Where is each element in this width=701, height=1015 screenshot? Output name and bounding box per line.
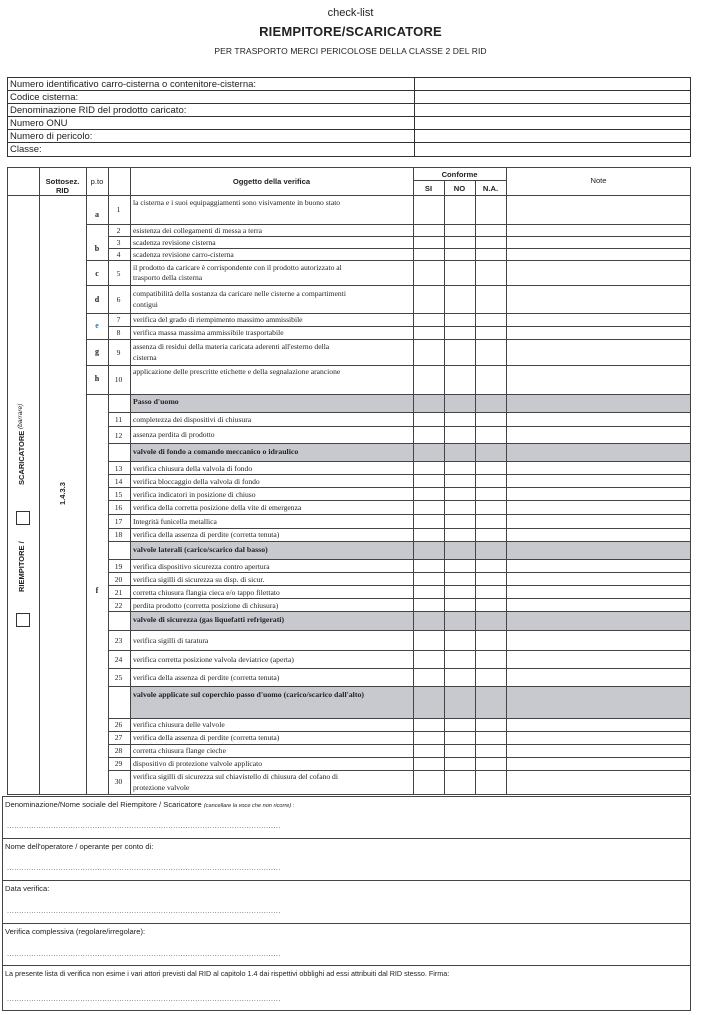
point-number: 24 [114, 655, 123, 664]
check-item: verifica corretta posizione valvola deviatrice (aperta) [133, 655, 294, 664]
point-number: 9 [116, 348, 121, 357]
point-number: 6 [116, 295, 121, 304]
point-number: 22 [114, 601, 123, 610]
id-value-field[interactable] [414, 117, 415, 130]
point-number: 26 [114, 720, 123, 729]
id-value-field[interactable] [414, 78, 415, 91]
check-item: assenza perdita di prodotto [133, 430, 215, 439]
footer-date [2, 880, 690, 923]
check-item: dispositivo di protezione valvole applicato [133, 759, 263, 768]
section-title-bottom-valves: valvole di fondo a comando meccanico o idraulico [133, 447, 299, 456]
check-item: protezione valvole [133, 783, 190, 792]
check-item: verifica massa massima ammissibile trasportabile [133, 328, 284, 337]
point-number: 20 [114, 575, 123, 584]
check-item: verifica chiusura delle valvole [133, 720, 225, 729]
id-row-hazard-number [8, 130, 690, 143]
check-item: verifica del grado di riempimento massimo ammissibile [133, 315, 303, 324]
point-number: 8 [116, 328, 121, 337]
check-item: esistenza dei collegamenti di messa a terra [133, 226, 263, 235]
point-number: 27 [114, 733, 123, 742]
id-label: Numero ONU [10, 118, 68, 129]
point-number: 16 [114, 503, 123, 512]
point-number: 5 [116, 269, 121, 278]
point-number: 29 [114, 759, 123, 768]
check-item: verifica della assenza di perdite (corretta tenuta) [133, 733, 280, 742]
check-item: trasporto della cisterna [133, 273, 203, 282]
barrare-label: (barrare) [17, 403, 24, 429]
check-item: corretta chiusura flange cieche [133, 746, 226, 755]
check-item: verifica della assenza di perdite (corretta tenuta) [133, 530, 280, 539]
point-number: 4 [116, 250, 121, 259]
col-header-object: Oggetto della verifica [232, 177, 311, 186]
check-item: perdita prodotto (corretta posizione di chiusura) [133, 601, 279, 610]
doc-type: check-list [327, 7, 374, 19]
section-title-side-valves: valvole laterali (carico/scarico dal basso) [133, 545, 268, 554]
point-number: 18 [114, 530, 123, 539]
footer-overall [2, 923, 690, 965]
id-label: Numero di pericolo: [10, 131, 93, 142]
letter-d: d [94, 295, 100, 304]
check-item: verifica sigilli di taratura [133, 636, 209, 645]
point-number: 21 [114, 588, 123, 597]
id-label: Classe: [10, 144, 42, 155]
point-number: 2 [116, 226, 121, 235]
check-item: verifica sigilli di sicurezza su disp. di sicur. [133, 575, 265, 584]
check-item: verifica della assenza di perdite (corretta tenuta) [133, 673, 280, 682]
check-item: verifica chiusura della valvola di fondo [133, 464, 253, 473]
point-number: 28 [114, 746, 123, 755]
check-item: compatibilità della sostanza da caricare nelle cisterne a compartimenti [133, 289, 346, 298]
role-label: RIEMPITORE / [17, 541, 26, 592]
point-number: 25 [114, 673, 123, 682]
id-row-product [8, 104, 690, 117]
col-header-notes: Note [590, 176, 607, 185]
footer-company-label: Denominazione/Nome sociale del Riempitore / Scaricatore [5, 800, 202, 809]
col-header-si: SI [424, 184, 433, 193]
col-header-na: N.A. [482, 184, 499, 193]
check-item: cisterna [133, 353, 157, 362]
point-number: 23 [114, 636, 123, 645]
id-row-wagon [8, 78, 690, 91]
col-header-subsection: Sottosez. RID [45, 177, 80, 195]
check-item: verifica indicatori in posizione di chiuso [133, 490, 256, 499]
point-number: 11 [114, 415, 123, 424]
overall-field[interactable]: ................................................................................................................ [7, 951, 281, 958]
letter-g: g [95, 347, 99, 356]
check-item: scadenza revisione carro-cisterna [133, 250, 234, 259]
identification-box [7, 77, 691, 157]
col-header-conforme: Conforme [441, 170, 478, 179]
check-item: Integrità funicella metallica [133, 517, 217, 526]
id-label: Codice cisterna: [10, 92, 79, 103]
letter-h: h [94, 374, 100, 383]
company-field[interactable]: ................................................................................................................ [7, 823, 281, 830]
footer-signature-label: La presente lista di verifica non esime i vari attori previsti dal RID al capitolo 1.4 dai rispettivi obblighi ad essi attribuiti dal RID stesso. Firma: [5, 969, 450, 978]
id-value-field[interactable] [414, 91, 415, 104]
id-value-field[interactable] [414, 143, 415, 156]
check-item: il prodotto da caricare è corrispondente con il prodotto autorizzato al [133, 263, 342, 272]
verification-table [7, 167, 691, 794]
point-number: 14 [114, 477, 123, 486]
check-item: completezza dei dispositivi di chiusura [133, 415, 252, 424]
role-label-2: SCARICATORE [17, 430, 26, 485]
id-label: Denominazione RID del prodotto caricato: [10, 105, 187, 116]
letter-a: a [95, 210, 99, 219]
riempitore-checkbox[interactable] [16, 613, 30, 627]
doc-title: RIEMPITORE/SCARICATORE [259, 24, 442, 39]
rid-section-number: 1.4.3.3 [58, 482, 67, 505]
id-label: Numero identificativo carro-cisterna o contenitore-cisterna: [10, 79, 257, 90]
scaricatore-checkbox[interactable] [16, 511, 30, 525]
check-item: contigui [133, 300, 158, 309]
footer-signature [2, 965, 690, 1011]
section-title-safety-valves: valvole di sicurezza (gas liquefatti refrigerati) [133, 615, 285, 624]
footer-overall-label: Verifica complessiva (regolare/irregolare): [5, 927, 146, 936]
date-field[interactable]: ................................................................................................................ [7, 908, 281, 915]
id-row-tank-code [8, 91, 690, 104]
check-item: corretta chiusura flangia cieca e/o tappo filettato [133, 588, 280, 597]
letter-e: e [95, 321, 99, 330]
point-number: 15 [114, 490, 123, 499]
footer-company [2, 796, 690, 838]
letter-c: c [95, 269, 99, 278]
signature-field[interactable]: ................................................................................................................ [7, 996, 281, 1003]
col-header-point: p.to [90, 177, 104, 186]
check-item: applicazione delle prescritte etichette e della segnalazione arancione [133, 367, 341, 376]
point-number: 19 [114, 562, 123, 571]
col-header-no: NO [453, 184, 466, 193]
point-number: 17 [114, 517, 123, 526]
check-item: verifica bloccaggio della valvola di fondo [133, 477, 260, 486]
letter-b: b [94, 244, 100, 253]
section-row-manhole [130, 394, 691, 412]
check-item: verifica sigilli di sicurezza sul chiavistello di chiusura del cofano di [133, 772, 338, 781]
section-title-manhole: Passo d'uomo [133, 397, 179, 406]
footer-operator-label: Nome dell'operatore / operante per conto di: [5, 842, 154, 851]
point-number: 7 [116, 315, 121, 324]
footer-date-label: Data verifica: [5, 884, 50, 893]
check-item: scadenza revisione cisterna [133, 238, 216, 247]
point-number: 13 [114, 464, 123, 473]
point-number: 1 [116, 205, 121, 214]
check-item: verifica della corretta posizione della vite di emergenza [133, 503, 302, 512]
id-row-class [8, 143, 690, 156]
check-item: la cisterna e i suoi equipaggiamenti sono visivamente in buono stato [133, 198, 341, 207]
letter-f: f [95, 586, 99, 595]
point-number: 30 [114, 777, 123, 786]
id-value-field[interactable] [414, 130, 415, 143]
footer-company-note: (cancellare la voce che non ricorre) : [203, 803, 295, 809]
id-row-un-number [8, 117, 690, 130]
point-number: 12 [114, 431, 123, 440]
point-number: 3 [116, 238, 121, 247]
footer-operator [2, 838, 690, 880]
doc-subtitle: PER TRASPORTO MERCI PERICOLOSE DELLA CLASSE 2 DEL RID [214, 46, 487, 56]
operator-field[interactable]: ................................................................................................................ [7, 865, 281, 872]
check-item: verifica dispositivo sicurezza contro apertura [133, 562, 270, 571]
section-title-top-valves: valvole applicate sul coperchio passo d'uomo (carico/scarico dall'alto) [133, 690, 364, 699]
check-item: assenza di residui della materia caricata aderenti all'esterno della [133, 342, 330, 351]
point-number: 10 [114, 375, 123, 384]
id-value-field[interactable] [414, 104, 415, 117]
